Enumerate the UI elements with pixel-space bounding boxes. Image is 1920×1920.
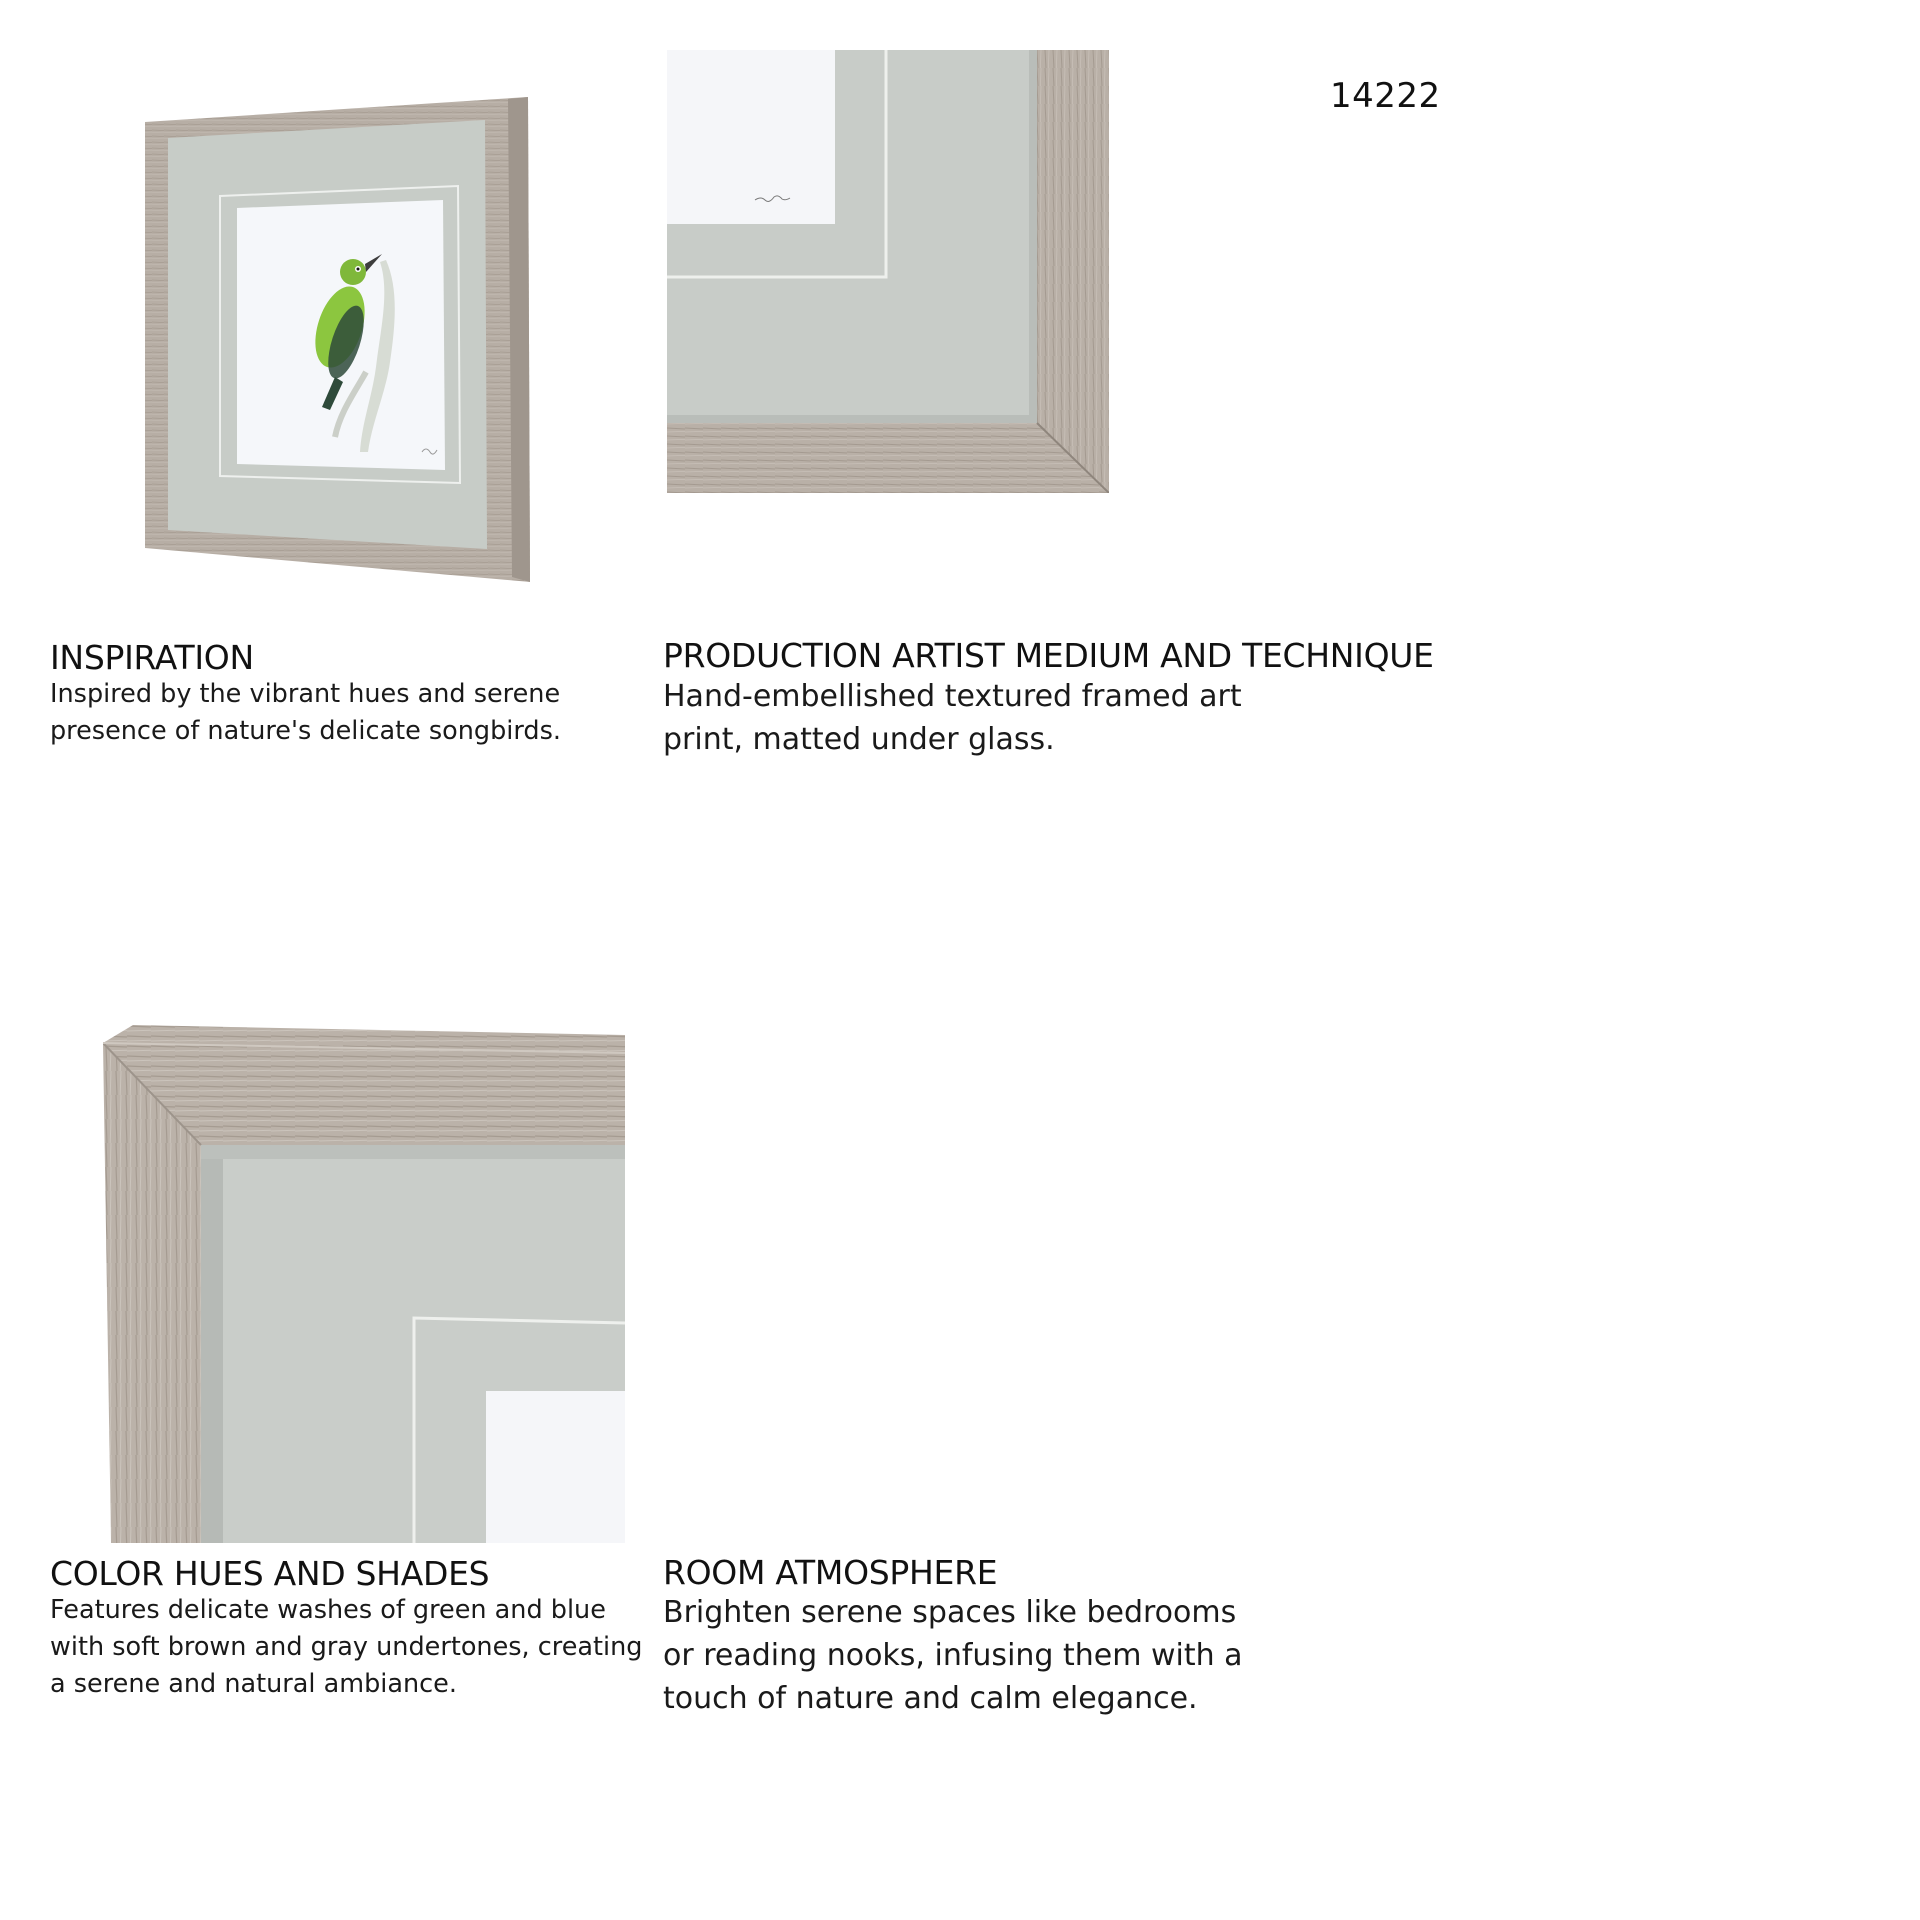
production-text (663, 675, 1243, 761)
inspiration-heading: INSPIRATION (50, 638, 254, 677)
production-line: print, matted under glass. (663, 722, 1055, 757)
color-hues-text (50, 1592, 650, 1703)
room-atmosphere-text (663, 1591, 1243, 1720)
product-sku: 14222 (1330, 76, 1441, 116)
inspiration-line: presence of nature's delicate songbirds. (50, 716, 561, 746)
frame-edge-closeup-photo (103, 1023, 625, 1543)
color-hues-line: with soft brown and gray undertones, creating (50, 1632, 643, 1662)
color-hues-heading: COLOR HUES AND SHADES (50, 1554, 490, 1593)
frame-corner-closeup-photo (667, 50, 1109, 493)
production-line: Hand-embellished textured framed art (663, 679, 1242, 714)
room-atmosphere-line: Brighten serene spaces like bedrooms (663, 1595, 1237, 1630)
production-heading: PRODUCTION ARTIST MEDIUM AND TECHNIQUE (663, 636, 1434, 675)
room-atmosphere-line: or reading nooks, infusing them with a (663, 1638, 1243, 1673)
inspiration-line: Inspired by the vibrant hues and serene (50, 679, 561, 709)
room-atmosphere-heading: ROOM ATMOSPHERE (663, 1553, 998, 1592)
framed-bird-print-photo (140, 92, 532, 582)
color-hues-line: a serene and natural ambiance. (50, 1669, 457, 1699)
room-atmosphere-line: touch of nature and calm elegance. (663, 1681, 1198, 1716)
inspiration-text (50, 676, 610, 750)
color-hues-line: Features delicate washes of green and blue (50, 1595, 606, 1625)
